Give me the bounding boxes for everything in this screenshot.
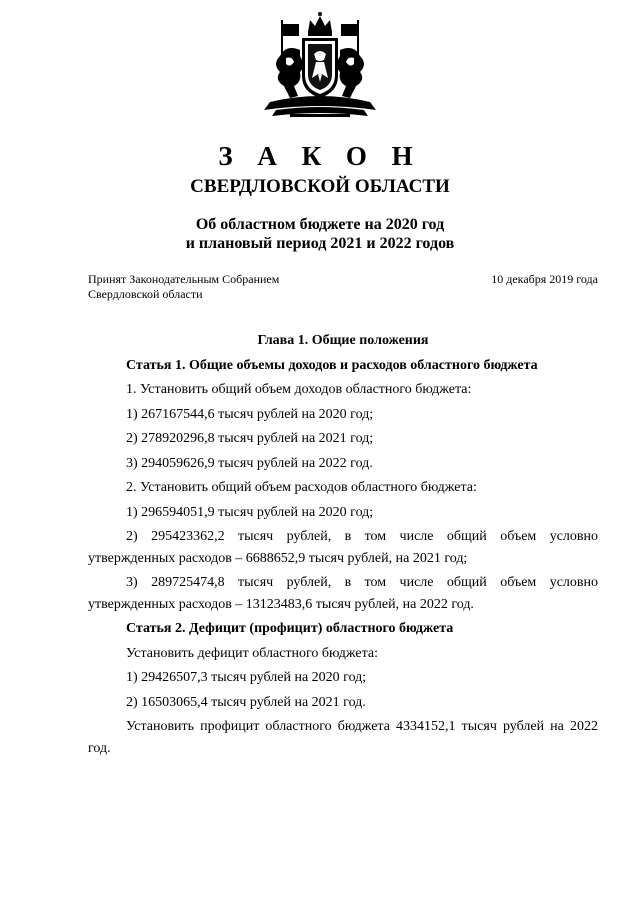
law-name-line-2: и плановый период 2021 и 2022 годов <box>185 235 455 252</box>
article-1-heading: Статья 1. Общие объемы доходов и расходов областного бюджета <box>126 357 538 373</box>
paragraph: 2. Установить общий объем расходов областного бюджета: <box>126 480 477 495</box>
adoption-note <box>88 272 279 302</box>
law-region: СВЕРДЛОВСКОЙ ОБЛАСТИ <box>190 176 450 197</box>
list-item: 3) 289725474,8 тысяч рублей, в том числе общий объем условно утвержденных расходов – 13123483,6 тысяч рублей, на 2022 год. <box>88 575 598 612</box>
coat-of-arms-icon <box>250 10 390 122</box>
list-item: 3) 294059626,9 тысяч рублей на 2022 год. <box>126 455 373 471</box>
list-item: 2) 278920296,8 тысяч рублей на 2021 год; <box>126 431 374 446</box>
paragraph: Установить профицит областного бюджета 4334152,1 тысяч рублей на 2022 год. <box>88 719 598 756</box>
chapter-heading: Глава 1. Общие положения <box>257 333 429 348</box>
adoption-date: 10 декабря 2019 года <box>491 272 598 286</box>
article-2-heading: Статья 2. Дефицит (профицит) областного бюджета <box>126 621 454 636</box>
law-heading: З А К О Н <box>218 141 422 171</box>
list-item: 2) 295423362,2 тысяч рублей, в том числе общий объем условно утвержденных расходов – 6688652,9 тысяч рублей, на 2021 год; <box>88 529 598 566</box>
law-name <box>0 215 640 253</box>
adopted-by-line-2: Свердловской области <box>88 287 203 301</box>
list-item: 1) 267167544,6 тысяч рублей на 2020 год; <box>126 406 374 422</box>
law-body <box>88 330 598 762</box>
list-item: 1) 296594051,9 тысяч рублей на 2020 год; <box>126 504 374 520</box>
paragraph: Установить дефицит областного бюджета: <box>126 645 378 661</box>
law-name-line-1: Об областном бюджете на 2020 год <box>195 216 445 233</box>
list-item: 1) 29426507,3 тысяч рублей на 2020 год; <box>126 670 367 685</box>
adopted-by-line-1: Принят Законодательным Собранием <box>88 272 280 286</box>
list-item: 2) 16503065,4 тысяч рублей на 2021 год. <box>126 694 366 710</box>
paragraph: 1. Установить общий объем доходов областного бюджета: <box>126 382 472 397</box>
